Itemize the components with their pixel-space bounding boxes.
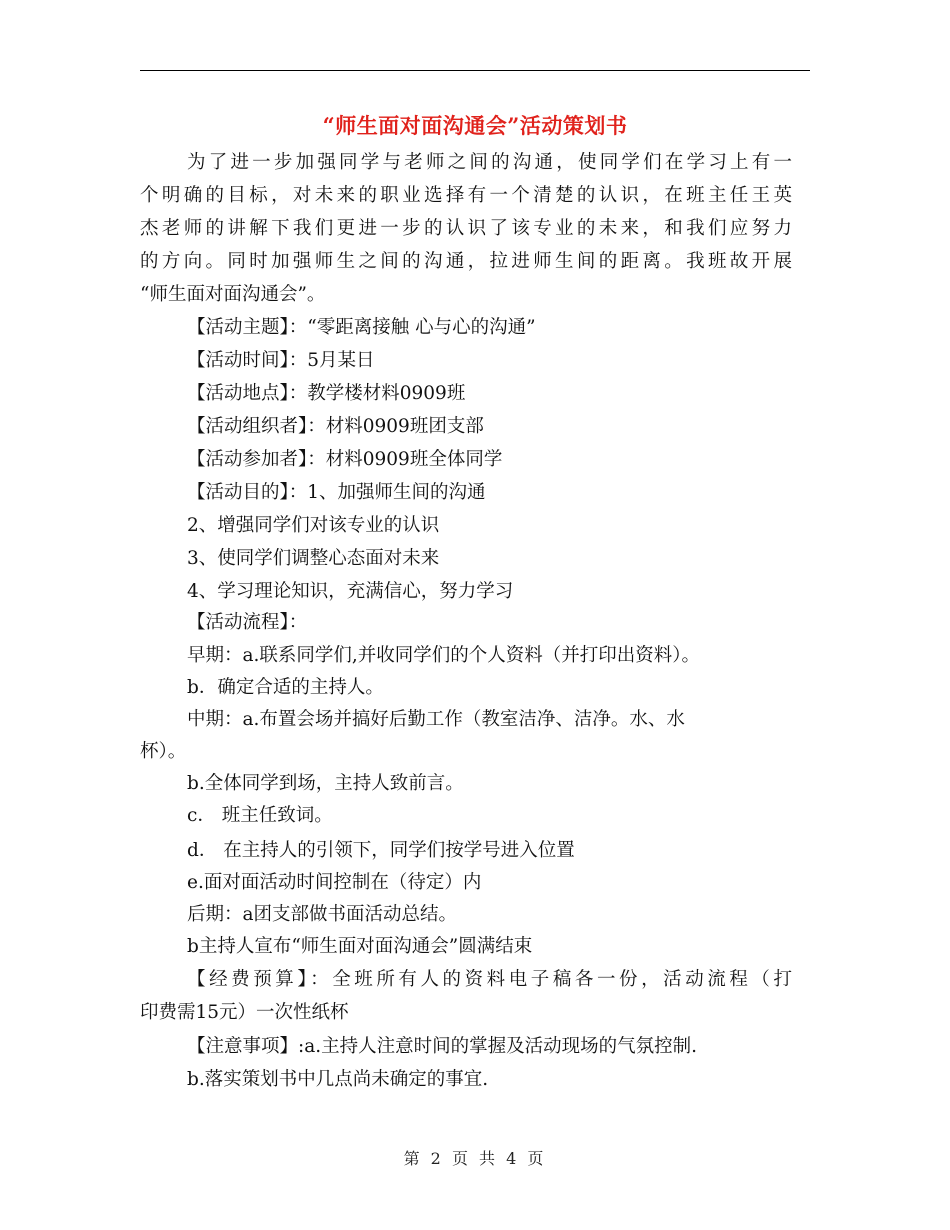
- process-middle-c: c． 班主任致词。: [187, 805, 333, 826]
- body-line-1: 为了进一步加强同学与老师之间的沟通，使同学们在学习上有一: [187, 152, 792, 173]
- budget-line-2: 印费需15元）一次性纸杯: [140, 1002, 349, 1023]
- process-late-a: 后期：a团支部做书面活动总结。: [187, 904, 458, 925]
- process-middle-e: e.面对面活动时间控制在（待定）内: [187, 872, 482, 893]
- document-title: “师生面对面沟通会”活动策划书: [322, 113, 628, 138]
- body-line-3: 杰老师的讲解下我们更进一步的认识了该专业的未来，和我们应努力: [140, 218, 792, 239]
- process-late-b: b主持人宣布“师生面对面沟通会”圆满结束: [187, 936, 533, 957]
- activity-organizer: 【活动组织者】：材料0909班团支部: [187, 416, 484, 437]
- header-rule: [140, 70, 810, 71]
- purpose-item-2: 2、增强同学们对该专业的认识: [187, 515, 440, 536]
- activity-time: 【活动时间】：5月某日: [187, 350, 375, 371]
- notes-line-2: b.落实策划书中几点尚未确定的事宜.: [187, 1069, 489, 1090]
- purpose-item-3: 3、使同学们调整心态面对未来: [187, 548, 440, 569]
- process-early-a: 早期：a.联系同学们,并收同学们的个人资料（并打印出资料）。: [187, 645, 701, 666]
- process-middle-a-cont: 杯）。: [140, 741, 187, 762]
- process-middle-d: d． 在主持人的引领下，同学们按学号进入位置: [187, 840, 575, 861]
- process-middle-a: 中期：a.布置会场并搞好后勤工作（教室洁净、洁净。水、水: [187, 709, 685, 730]
- notes-line-1: 【注意事项】:a.主持人注意时间的掌握及活动现场的气氛控制.: [187, 1036, 698, 1057]
- activity-process-heading: 【活动流程】：: [187, 612, 308, 633]
- page-number-footer: 第 2 页 共 4 页: [403, 1149, 547, 1168]
- body-line-2: 个明确的目标，对未来的职业选择有一个清楚的认识，在班主任王英: [140, 185, 792, 206]
- activity-participants: 【活动参加者】：材料0909班全体同学: [187, 449, 503, 470]
- budget-line-1: 【经费预算】：全班所有人的资料电子稿各一份，活动流程（打: [187, 969, 792, 990]
- activity-theme: 【活动主题】：“零距离接触 心与心的沟通”: [187, 317, 536, 338]
- activity-purpose: 【活动目的】：1、加强师生间的沟通: [187, 482, 486, 503]
- purpose-item-4: 4、学习理论知识，充满信心，努力学习: [187, 581, 514, 602]
- process-early-b: b．确定合适的主持人。: [187, 677, 384, 698]
- process-middle-b: b.全体同学到场，主持人致前言。: [187, 773, 464, 794]
- body-line-4: 的方向。同时加强师生之间的沟通，拉进师生间的距离。我班故开展: [140, 251, 792, 272]
- body-line-5: “师生面对面沟通会”。: [140, 284, 326, 305]
- activity-location: 【活动地点】：教学楼材料0909班: [187, 383, 466, 404]
